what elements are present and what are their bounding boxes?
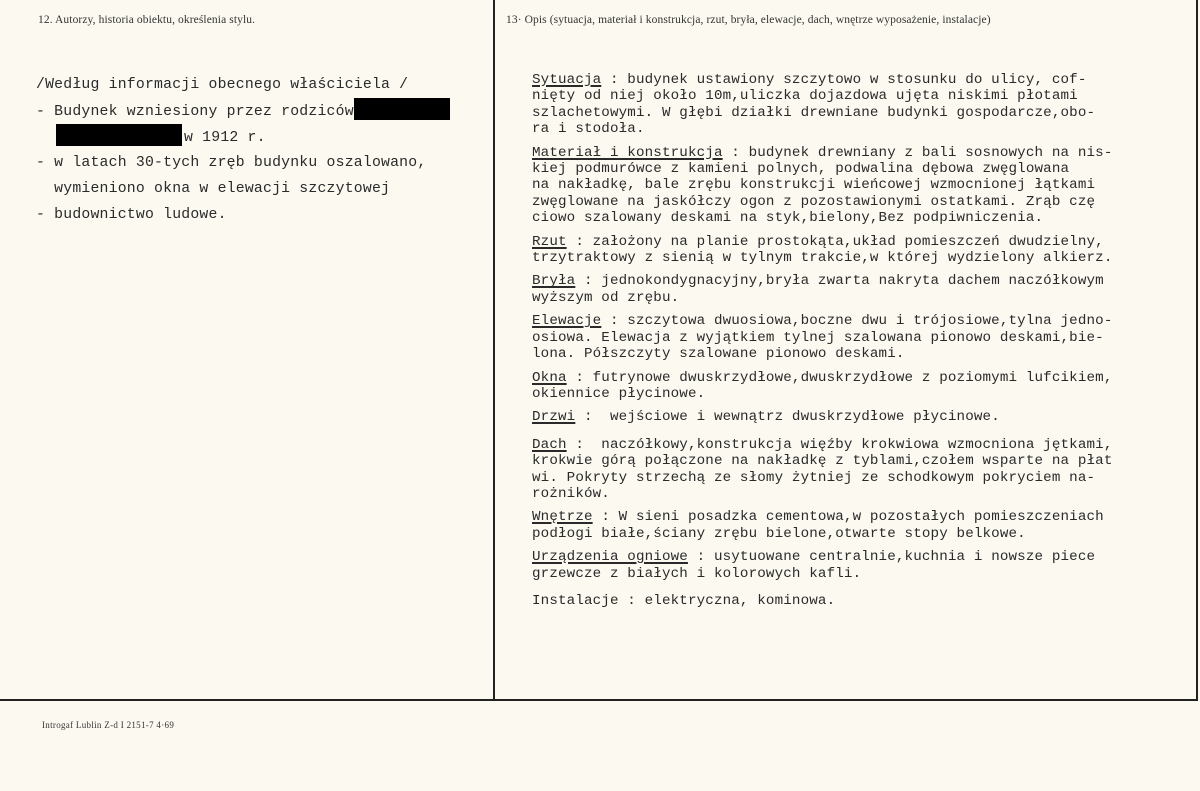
dach-paragraph (532, 437, 1200, 503)
bottom-rule (0, 699, 1198, 701)
redaction-bar (354, 98, 450, 120)
para-line: : W sieni posadzka cementowa,w pozostałych pomieszczeniach (592, 509, 1104, 526)
description-section (532, 72, 1200, 616)
para-line: grzewcze z białych i kolorowych kafli. (532, 565, 862, 582)
drzwi-label: Drzwi (532, 409, 576, 426)
elewacje-paragraph (532, 313, 1200, 362)
para-line: podłogi białe,ściany zrębu bielone,otwarte stopy belkowe. (532, 525, 1026, 542)
para-line: rożników. (532, 485, 610, 502)
para-line: trzytraktowy z sienią w tylnym trakcie,w której wydzielony alkierz. (532, 250, 1113, 267)
dach-label: Dach (532, 436, 567, 453)
section-13-header: 13· Opis (sytuacja, materiał i konstrukcja, rzut, bryła, elewacje, dach, wnętrze wyposażenie, instalacje) (506, 14, 991, 26)
para-line: : usytuowane centralnie,kuchnia i nowsze piece (687, 549, 1096, 566)
column-divider (493, 0, 495, 700)
para-line: : założony na planie prostokąta,układ pomieszczeń dwudzielny, (566, 233, 1104, 250)
para-line: : wejściowe i wewnątrz dwuskrzydłowe płycinowe. (575, 409, 1000, 426)
para-line: wyższym od zrębu. (532, 289, 680, 306)
para-line: : naczółkowy,konstrukcja więźby krokwiowa wzmocniona jętkami, (566, 436, 1113, 453)
para-line: : budynek drewniany z bali sosnowych na nis- (722, 144, 1113, 161)
material-label: Materiał i konstrukcja (532, 144, 723, 161)
wnetrze-paragraph (532, 509, 1200, 542)
okna-label: Okna (532, 369, 567, 386)
para-line: na nakładkę, bale zrębu konstrukcji wieńcowej wzmocnionej łątkami (532, 177, 1096, 194)
history-text: - Budynek wzniesiony przez rodziców (36, 104, 354, 120)
para-line: lona. Półszczyty szalowane pionowo deskami. (532, 346, 905, 363)
para-line: szlachetowymi. W głębi działki drewniane budynki gospodarcze,obo- (532, 104, 1096, 121)
para-line: ra i stodoła. (532, 121, 645, 138)
rzut-label: Rzut (532, 233, 567, 250)
para-line: : szczytowa dwuosiowa,boczne dwu i trójosiowe,tylna jedno- (601, 313, 1113, 330)
bryla-paragraph (532, 273, 1200, 306)
para-line: kiej podmurówce z kamieni polnych, podwalina dębowa zwęglowana (532, 161, 1070, 178)
urzadzenia-paragraph (532, 549, 1200, 582)
instalacje-paragraph (532, 593, 1200, 609)
para-line: zwęglowane na jaskółczy ogon z pozostawionymi ostatkami. Zrąb czę (532, 193, 1096, 210)
section-12-header: 12. Autorzy, historia obiektu, określenia stylu. (38, 14, 256, 26)
elewacje-label: Elewacje (532, 313, 602, 330)
authors-history-section (36, 72, 486, 228)
history-line-1 (36, 98, 486, 124)
material-paragraph (532, 145, 1200, 227)
drzwi-paragraph (532, 409, 1200, 425)
rzut-paragraph (532, 234, 1200, 267)
para-line: nięty od niej około 10m,uliczka dojazdowa ujęta niskimi płotami (532, 88, 1078, 105)
wnetrze-label: Wnętrze (532, 509, 593, 526)
sytuacja-paragraph (532, 72, 1200, 138)
para-line: krokwie górą połączone na nakładkę z tyblami,czołem wsparte na płat (532, 453, 1113, 470)
para-line: : budynek ustawiony szczytowo w stosunku do ulicy, cof- (601, 72, 1087, 88)
history-line-5: - budownictwo ludowe. (36, 207, 227, 223)
para-line: : jednokondygnacyjny,bryła zwarta nakryta dachem naczółkowym (575, 273, 1104, 290)
sytuacja-label: Sytuacja (532, 72, 602, 88)
source-note: /Według informacji obecnego właściciela / (36, 77, 409, 93)
history-text: w 1912 r. (184, 130, 266, 146)
para-line: okiennice płycinowe. (532, 385, 706, 402)
history-line-4: wymieniono okna w elewacji szczytowej (36, 181, 391, 197)
para-line: ciowo szalowany deskami na styk,bielony,Bez podpiwniczenia. (532, 210, 1044, 227)
redaction-bar (56, 124, 182, 146)
para-line: wi. Pokryty strzechą ze słomy żytniej ze schodkowym pokryciem na- (532, 469, 1096, 486)
bryla-label: Bryła (532, 273, 576, 290)
printer-imprint: Introgaf Lublin Z-d I 2151-7 4·69 (42, 720, 175, 730)
okna-paragraph (532, 370, 1200, 403)
para-line: : futrynowe dwuskrzydłowe,dwuskrzydłowe z poziomymi lufcikiem, (566, 369, 1113, 386)
instalacje-line: Instalacje : elektryczna, kominowa. (532, 592, 836, 609)
para-line: osiowa. Elewacja z wyjątkiem tylnej szalowana pionowo deskami,bie- (532, 329, 1104, 346)
history-line-3: - w latach 30-tych zręb budynku oszalowano, (36, 155, 427, 171)
urzadzenia-label: Urządzenia ogniowe (532, 549, 688, 566)
history-line-2 (36, 124, 486, 150)
